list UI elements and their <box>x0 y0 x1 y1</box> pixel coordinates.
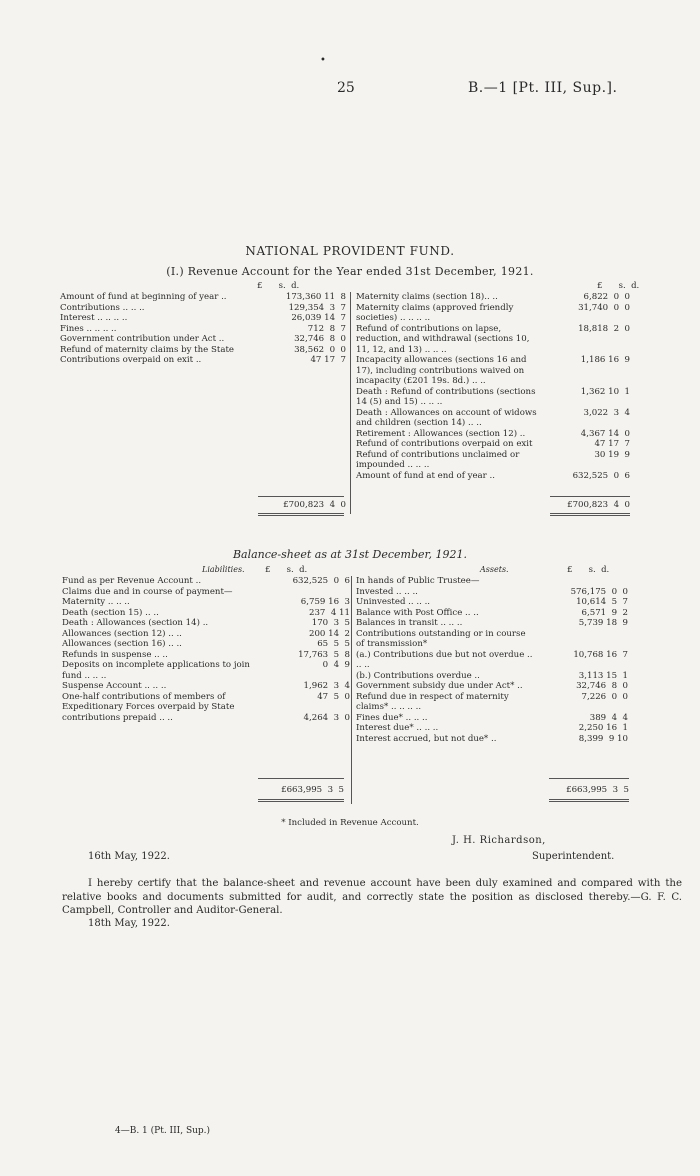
revenue-total-rule-right <box>550 496 630 497</box>
asset-row-label: Invested .. .. .. <box>356 586 418 597</box>
liability-row-label: One-half contributions of members of Expeditionary Forces overpaid by State <box>62 691 235 712</box>
revenue-expenditure-table <box>356 292 630 481</box>
liability-row <box>62 681 350 692</box>
revenue-expenditure-row <box>356 408 630 429</box>
revenue-income-row-label: Interest .. .. .. .. <box>60 313 128 323</box>
asset-row <box>356 587 628 598</box>
revenue-total-double-underline-left <box>258 515 344 516</box>
signature-date: 16th May, 1922. <box>88 851 170 862</box>
revenue-expenditure-row-label: Maternity claims (section 18).. .. <box>356 292 498 302</box>
asset-row <box>356 681 628 692</box>
balance-currency-header-right: £ s. d. <box>567 565 610 575</box>
revenue-expenditure-row <box>356 292 630 303</box>
liability-row <box>62 692 350 713</box>
revenue-income-row-amount: 38,562 0 0 <box>294 344 346 355</box>
asset-row-amount: 7,226 0 0 <box>581 691 628 702</box>
revenue-expenditure-row <box>356 303 630 324</box>
document-title: NATIONAL PROVIDENT FUND. <box>245 244 455 258</box>
revenue-account-title: (I.) Revenue Account for the Year ended 31st December, 1921. <box>166 265 534 278</box>
revenue-expenditure-row <box>356 387 630 408</box>
asset-row-amount: 5,739 18 9 <box>578 618 628 628</box>
revenue-income-row-label: Contributions .. .. .. <box>60 302 145 313</box>
revenue-expenditure-row-label: Maternity claims (approved friendly societies) .. .. .. .. <box>356 302 514 323</box>
revenue-income-row-amount: 47 17 7 <box>310 355 346 365</box>
balance-total-rule-right <box>549 778 629 779</box>
liabilities-header: Liabilities. <box>202 565 245 574</box>
revenue-total-right: £700,823 4 0 <box>567 500 630 510</box>
liabilities-table <box>62 576 350 723</box>
asset-row <box>356 576 628 587</box>
asset-row-amount: 2,250 16 1 <box>578 723 628 733</box>
revenue-expenditure-row <box>356 450 630 471</box>
assets-table <box>356 576 628 744</box>
liability-row <box>62 660 350 681</box>
revenue-expenditure-row-label: Death : Allowances on account of widows and children (section 14) .. .. <box>356 407 537 428</box>
revenue-expenditure-row <box>356 429 630 440</box>
revenue-income-row-amount: 129,354 3 7 <box>288 302 346 313</box>
asset-row-amount <box>536 576 628 587</box>
asset-row <box>356 629 628 650</box>
balance-total-rule-left <box>258 778 344 779</box>
revenue-income-row <box>60 355 346 366</box>
revenue-expenditure-row-amount: 3,022 3 4 <box>583 407 630 418</box>
revenue-expenditure-row-label: Retirement : Allowances (section 12) .. <box>356 428 526 439</box>
balance-total-double-underline-left <box>258 801 344 802</box>
liability-row-amount: 4,264 3 0 <box>303 712 350 723</box>
liability-row-label: Allowances (section 16) .. .. <box>62 639 182 649</box>
balance-currency-header-left: £ s. d. <box>265 565 308 575</box>
revenue-expenditure-row-amount: 31,740 0 0 <box>578 302 630 313</box>
liability-row <box>62 608 350 619</box>
revenue-currency-header-left: £ s. d. <box>257 281 300 291</box>
revenue-income-row <box>60 292 346 303</box>
liability-row <box>62 639 350 650</box>
revenue-expenditure-row-amount: 6,822 0 0 <box>583 292 630 302</box>
liability-row-label: contributions prepaid .. .. <box>62 712 173 723</box>
liability-row-label: Allowances (section 12) .. .. <box>62 628 182 639</box>
asset-row-amount: 32,746 8 0 <box>576 681 628 691</box>
balance-column-divider <box>351 576 352 804</box>
liability-row-amount: 0 4 9 <box>322 660 350 670</box>
revenue-expenditure-row-amount: 18,818 2 0 <box>578 323 630 334</box>
audit-certificate: I hereby certify that the balance-sheet and revenue account have been duly examined and compared with the relative books and documents submitted for audit, and correctly state the position as disclosed thereby.—G. F. C. Campbell, Controller and Auditor-General. <box>62 878 682 916</box>
liability-row-amount: 200 14 2 <box>308 628 350 639</box>
liability-row-label: Fund as per Revenue Account .. <box>62 576 202 586</box>
revenue-expenditure-row <box>356 471 630 482</box>
revenue-income-row <box>60 303 346 314</box>
revenue-total-double-underline-right <box>550 515 630 516</box>
revenue-total-left: £700,823 4 0 <box>283 500 346 510</box>
revenue-income-row-label: Contributions overpaid on exit .. <box>60 355 202 365</box>
revenue-expenditure-row-label: Refund of contributions on lapse, reduction, and withdrawal (sections 10, 11, 12, and 13) .. .. .. <box>356 323 530 355</box>
asset-row <box>356 734 628 745</box>
liability-row-amount: 170 3 5 <box>311 618 350 628</box>
revenue-expenditure-row-amount: 4,367 14 0 <box>580 428 630 439</box>
signatory-name: J. H. Richardson, <box>452 835 546 846</box>
revenue-expenditure-row <box>356 355 630 387</box>
certificate-date: 18th May, 1922. <box>88 918 170 929</box>
asset-row-label: Fines due* .. .. .. <box>356 712 428 723</box>
liability-row <box>62 713 350 724</box>
revenue-total-underline-right <box>550 513 630 514</box>
revenue-income-row-label: Refund of maternity claims by the State <box>60 344 234 355</box>
liability-row-amount: 17,763 5 8 <box>298 649 350 660</box>
liability-row-label: Death : Allowances (section 14) .. <box>62 618 209 628</box>
revenue-income-row <box>60 324 346 335</box>
asset-row-label: Refund due in respect of maternity claims* .. .. .. .. <box>356 691 509 712</box>
footer-reference: 4—B. 1 (Pt. III, Sup.) <box>115 1126 211 1136</box>
liability-row-label: Death (section 15) .. .. <box>62 607 159 618</box>
asset-row <box>356 618 628 629</box>
revenue-income-row <box>60 334 346 345</box>
asset-row-amount: 10,768 16 7 <box>573 649 628 660</box>
revenue-expenditure-row-label: Refund of contributions unclaimed or impounded .. .. .. <box>356 449 520 470</box>
asset-row <box>356 650 628 671</box>
liability-row <box>62 597 350 608</box>
asset-row-amount: 389 4 4 <box>589 712 628 723</box>
asset-row-amount: 6,571 9 2 <box>581 607 628 618</box>
page-number: 25 <box>337 80 355 96</box>
liability-row-label: Claims due and in course of payment— <box>62 586 233 597</box>
revenue-income-row-amount: 26,039 14 7 <box>291 313 346 323</box>
revenue-income-row-label: Government contribution under Act .. <box>60 334 225 344</box>
balance-total-underline-right <box>549 799 629 800</box>
asset-row <box>356 597 628 608</box>
print-mark: • <box>320 55 326 66</box>
revenue-currency-header-right: £ s. d. <box>597 281 640 291</box>
asset-row-label: Balances in transit .. .. .. <box>356 618 463 628</box>
liability-row-amount: 47 5 0 <box>317 691 350 702</box>
liability-row <box>62 618 350 629</box>
footnote: * Included in Revenue Account. <box>281 818 419 828</box>
document-reference: B.—1 [Pt. III, Sup.]. <box>468 80 618 96</box>
asset-row <box>356 608 628 619</box>
revenue-expenditure-row-amount: 632,525 0 6 <box>572 470 630 481</box>
revenue-expenditure-row-label: Death : Refund of contributions (sections 14 (5) and 15) .. .. .. <box>356 386 536 407</box>
balance-total-left: £663,995 3 5 <box>281 785 344 795</box>
revenue-income-row <box>60 345 346 356</box>
revenue-income-row <box>60 313 346 324</box>
balance-total-double-underline-right <box>549 801 629 802</box>
balance-sheet-title: Balance-sheet as at 31st December, 1921. <box>232 548 468 561</box>
revenue-expenditure-row-label: Amount of fund at end of year .. <box>356 470 495 481</box>
revenue-total-underline-left <box>258 513 344 514</box>
asset-row-label: Government subsidy due under Act* .. <box>356 681 523 691</box>
revenue-expenditure-row-label: Refund of contributions overpaid on exit <box>356 439 533 449</box>
asset-row-label: In hands of Public Trustee— <box>356 576 480 586</box>
liability-row-label: Deposits on incomplete applications to join fund .. .. .. <box>62 660 250 681</box>
asset-row-amount: 3,113 15 1 <box>578 670 628 681</box>
asset-row-amount: 8,399 9 10 <box>578 733 628 744</box>
revenue-expenditure-row <box>356 324 630 356</box>
liability-row-amount: 632,525 0 6 <box>292 576 350 586</box>
asset-row-amount: 10,614 5 7 <box>576 597 628 607</box>
asset-row-label: Interest accrued, but not due* .. <box>356 733 497 744</box>
signatory-title: Superintendent. <box>532 851 615 862</box>
asset-row <box>356 713 628 724</box>
balance-total-right: £663,995 3 5 <box>566 785 629 795</box>
liability-row <box>62 587 350 598</box>
liability-row <box>62 650 350 661</box>
asset-row <box>356 671 628 682</box>
asset-row-label: Uninvested .. .. .. <box>356 597 431 607</box>
balance-total-underline-left <box>258 799 344 800</box>
revenue-income-row-amount: 712 8 7 <box>307 323 346 334</box>
assets-header: Assets. <box>480 565 509 574</box>
asset-row <box>356 692 628 713</box>
liability-row <box>62 576 350 587</box>
liability-row-amount: 1,962 3 4 <box>303 681 350 691</box>
asset-row-label: Balance with Post Office .. .. <box>356 607 479 618</box>
asset-row-label: (b.) Contributions overdue .. <box>356 670 480 681</box>
revenue-income-row-amount: 173,360 11 8 <box>285 292 346 302</box>
revenue-expenditure-row-label: Incapacity allowances (sections 16 and 17), including contributions waived on incapacity (£201 19s. 8d.) .. .. <box>356 355 527 386</box>
liability-row-amount: 6,759 16 3 <box>300 597 350 607</box>
revenue-column-divider <box>350 292 351 514</box>
liability-row-label: Refunds in suspense .. .. <box>62 649 168 660</box>
revenue-expenditure-row-amount: 1,186 16 9 <box>580 355 630 365</box>
liability-row-amount: 237 4 11 <box>308 607 350 618</box>
liability-row-amount: 65 5 5 <box>317 639 350 649</box>
revenue-income-row-amount: 32,746 8 0 <box>294 334 346 344</box>
asset-row <box>356 723 628 734</box>
asset-row-amount <box>536 629 628 650</box>
revenue-expenditure-row-amount: 1,362 10 1 <box>580 386 630 397</box>
asset-row-amount: 576,175 0 0 <box>570 586 628 597</box>
revenue-income-table <box>60 292 346 366</box>
asset-row-label: Interest due* .. .. .. <box>356 723 439 733</box>
liability-row <box>62 629 350 640</box>
asset-row-label: Contributions outstanding or in course of transmission* <box>356 628 526 649</box>
liability-row-amount <box>260 587 350 598</box>
revenue-total-rule-left <box>258 496 344 497</box>
asset-row-label: (a.) Contributions due but not overdue .. .. .. <box>356 649 533 670</box>
revenue-expenditure-row <box>356 439 630 450</box>
revenue-income-row-label: Amount of fund at beginning of year .. <box>60 292 227 302</box>
liability-row-label: Suspense Account .. .. .. <box>62 681 167 691</box>
revenue-income-row-label: Fines .. .. .. .. <box>60 323 117 334</box>
revenue-expenditure-row-amount: 30 19 9 <box>594 449 630 460</box>
revenue-expenditure-row-amount: 47 17 7 <box>594 439 630 449</box>
liability-row-label: Maternity .. .. .. <box>62 597 130 607</box>
